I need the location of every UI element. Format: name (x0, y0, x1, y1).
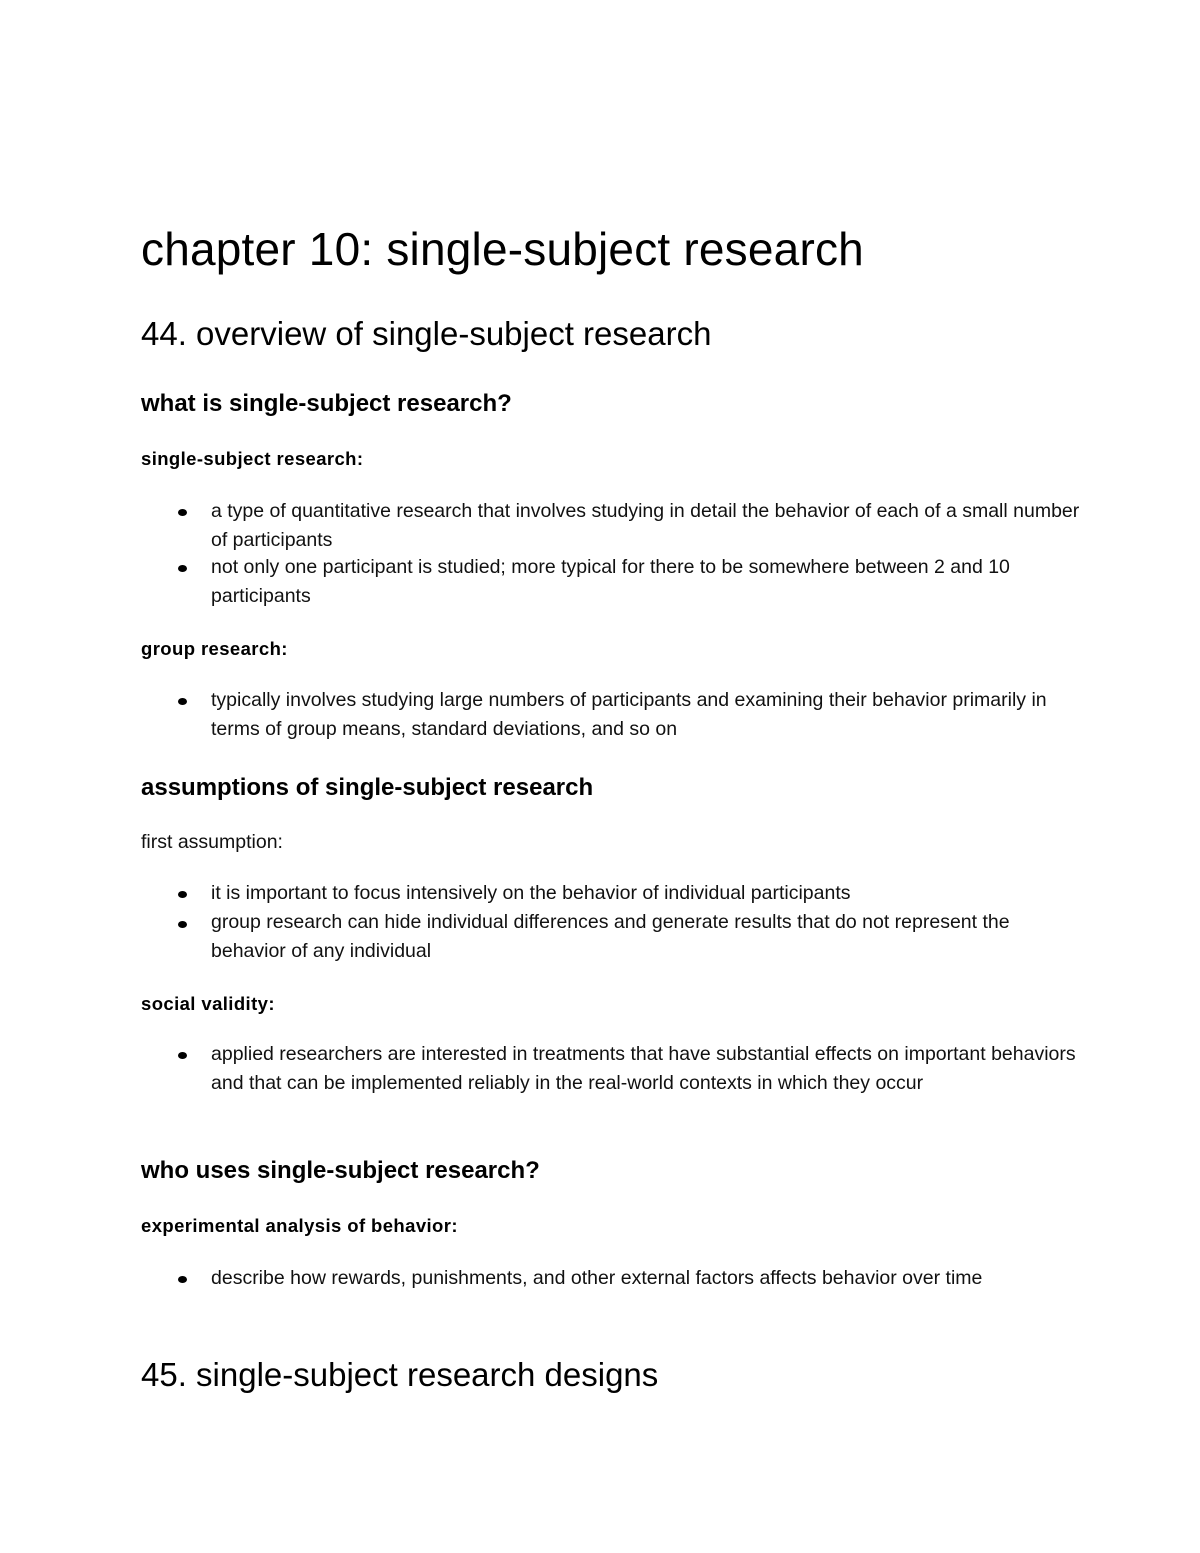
bullet-dot-icon (178, 1276, 187, 1283)
who-uses-heading: who uses single-subject research? (141, 1157, 540, 1184)
bullet-dot-icon (178, 698, 187, 705)
bullet-text: it is important to focus intensively on the behavior of individual participants (211, 882, 851, 904)
what-is-heading: what is single-subject research? (141, 390, 512, 417)
bullet-text: a type of quantitative research that involves studying in detail the behavior of each of a small number of participants (211, 500, 1080, 551)
bullet-dot-icon (178, 1052, 187, 1059)
bullet-text: group research can hide individual differences and generate results that do not represent the behavior of any individual (211, 911, 1010, 962)
experimental-analysis-label: experimental analysis of behavior: (141, 1215, 458, 1236)
group-research-label: group research: (141, 638, 288, 659)
assumptions-heading: assumptions of single-subject research (141, 774, 594, 801)
single-subject-label: single-subject research: (141, 448, 364, 469)
page-title: chapter 10: single-subject research (141, 223, 864, 275)
section-45-heading: 45. single-subject research designs (141, 1356, 659, 1393)
section-44-heading: 44. overview of single-subject research (141, 315, 712, 352)
first-assumption-label: first assumption: (141, 831, 283, 853)
bullet-text: applied researchers are interested in treatments that have substantial effects on important behaviors and that can be implemented reliably in the real-world contexts in which they occur (211, 1043, 1076, 1094)
bullet-text: describe how rewards, punishments, and other external factors affects behavior over time (211, 1267, 983, 1289)
social-validity-label: social validity: (141, 993, 275, 1014)
bullet-text: not only one participant is studied; more typical for there to be somewhere between 2 and 10 participants (211, 556, 1010, 607)
bullet-dot-icon (178, 921, 187, 928)
bullet-dot-icon (178, 509, 187, 516)
bullet-dot-icon (178, 891, 187, 898)
bullet-text: typically involves studying large numbers of participants and examining their behavior primarily in terms of group means, standard deviations, and so on (211, 689, 1047, 740)
bullet-dot-icon (178, 565, 187, 572)
